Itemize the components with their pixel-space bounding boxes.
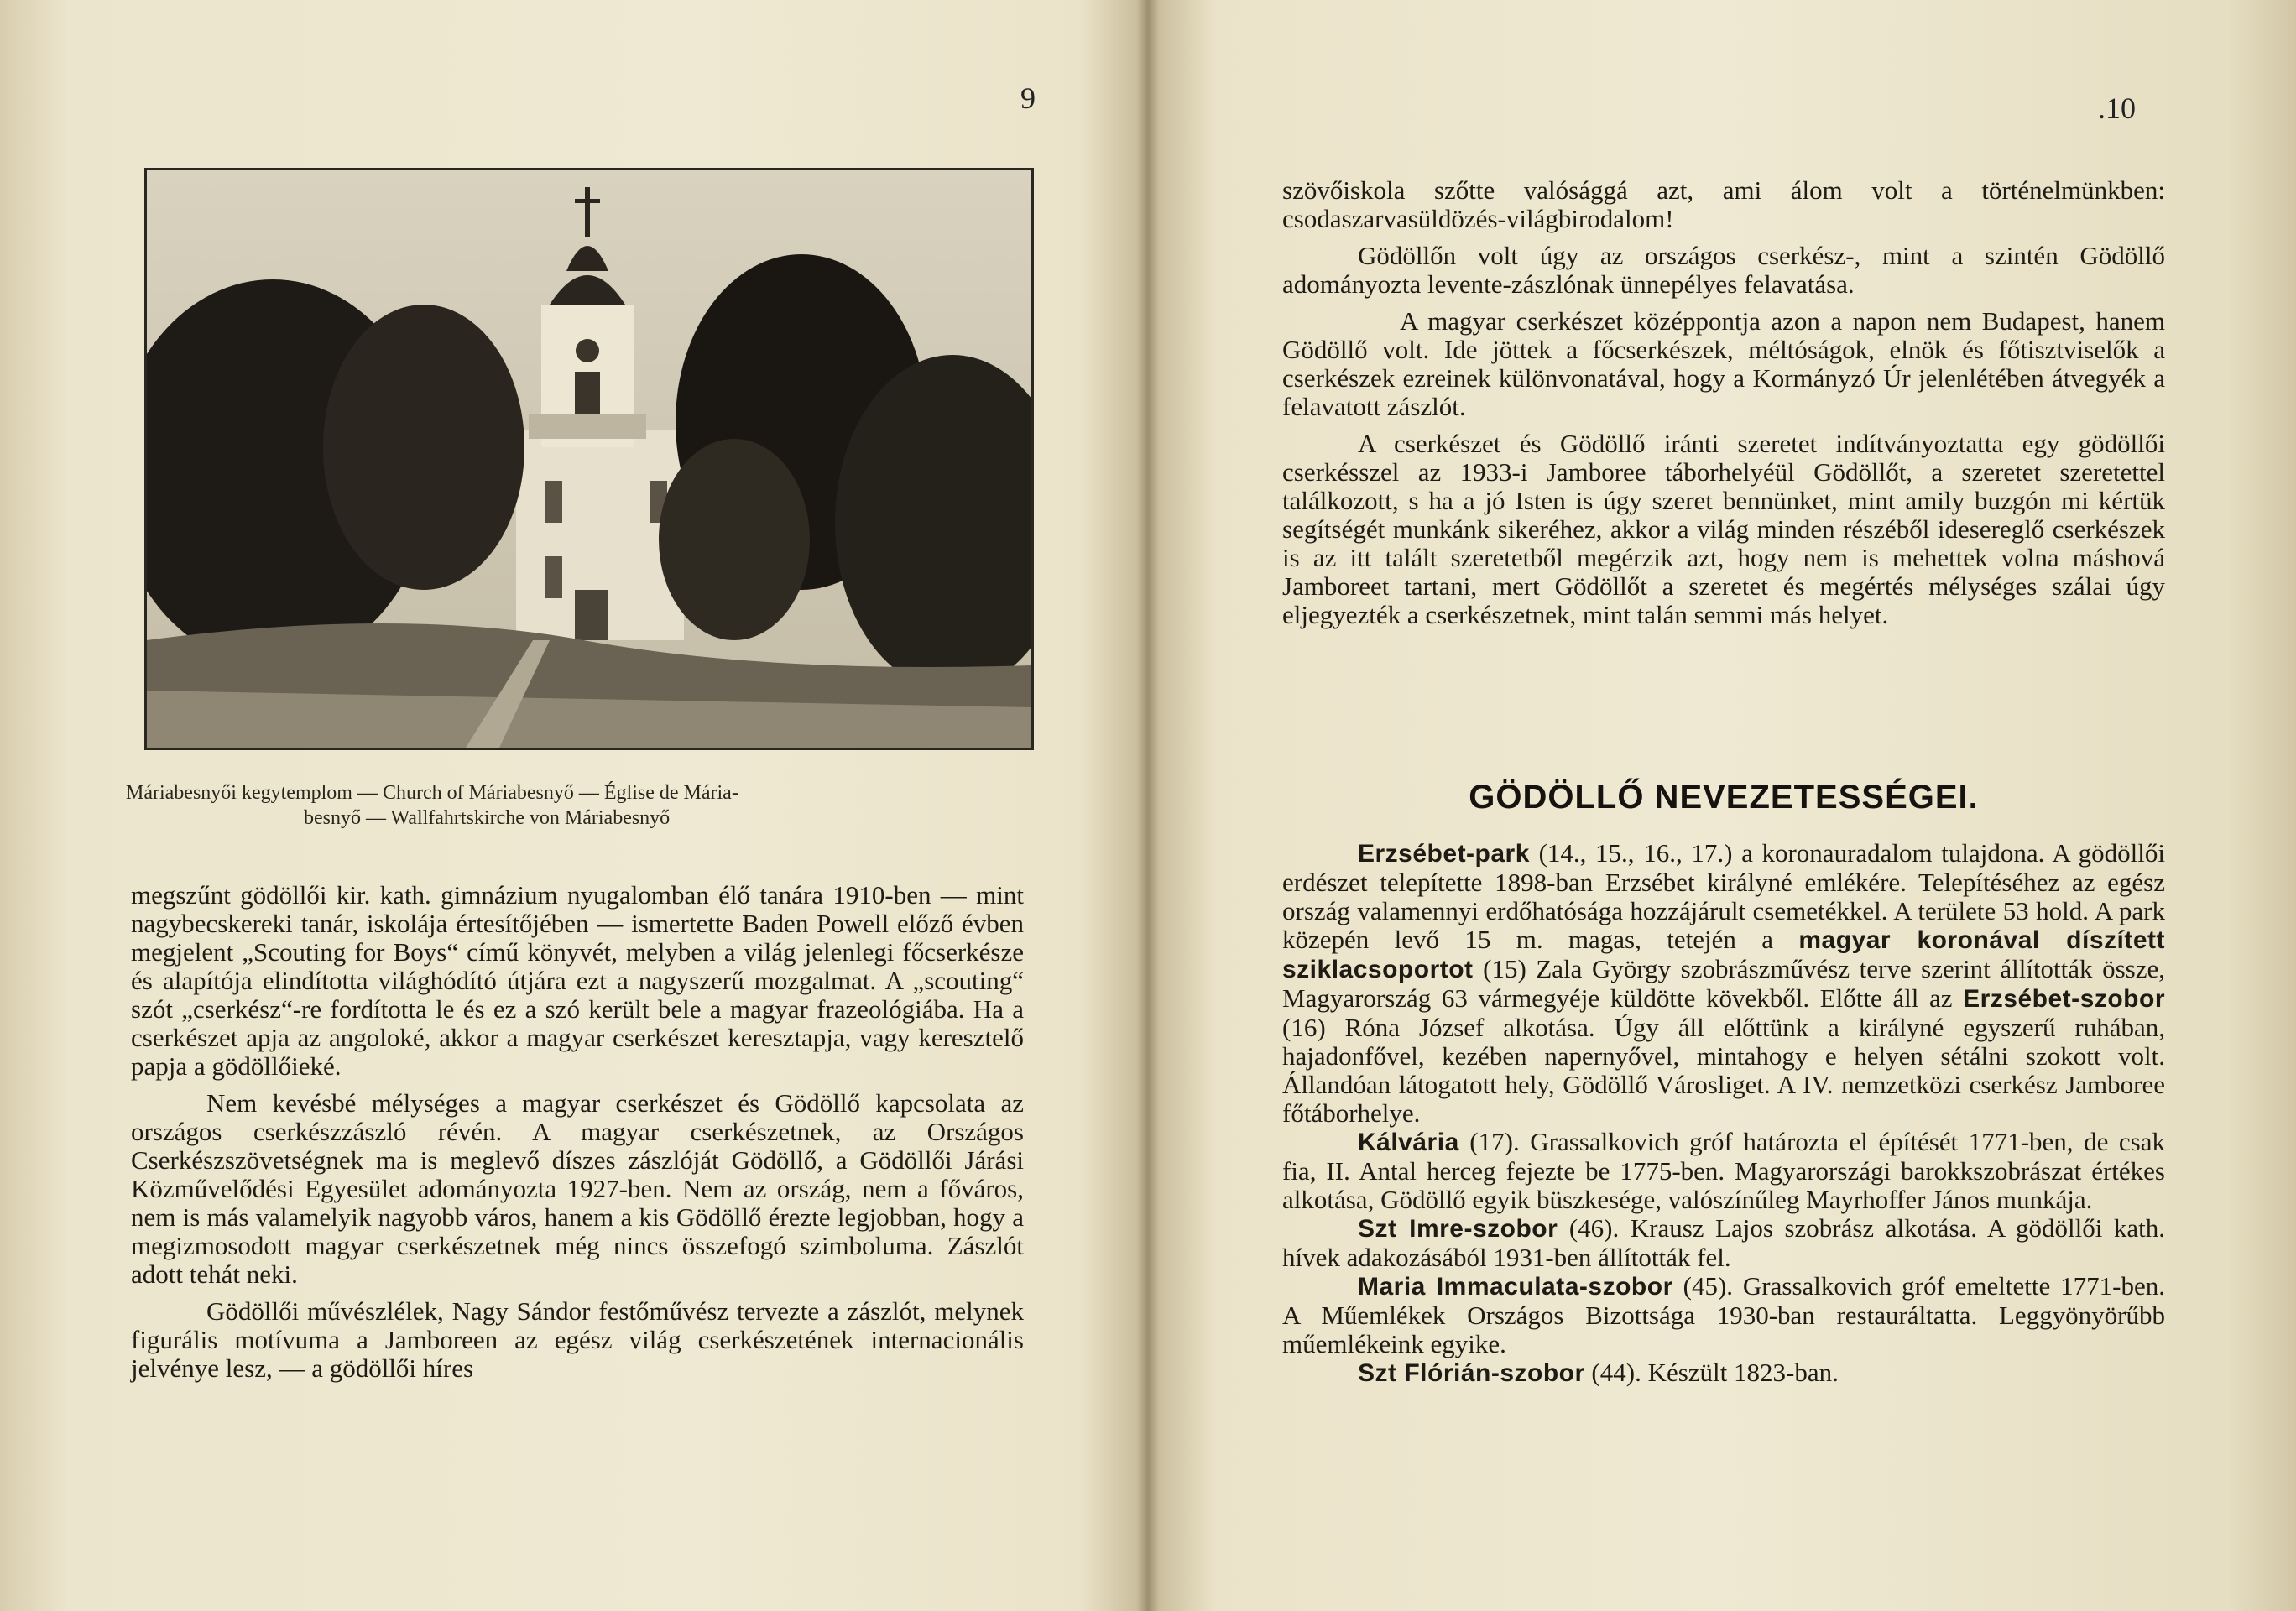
sight-entry <box>1282 1214 2165 1272</box>
paragraph: Gödöllői művészlélek, Nagy Sándor festőművész tervezte a zászlót, melynek figurális motívuma a Jamboreen az egész világ cserkészetének internacionális jelvénye lesz, — a gödöllői híres <box>131 1296 1024 1383</box>
sight-name: magyar koronával díszített sziklacsoportot <box>1282 926 2165 983</box>
paragraph: megszűnt gödöllői kir. kath. gimnázium nyugalomban élő tanára 1910-ben — mint nagybecskereki tanár, iskolája értesítőjében — ismertette Baden Powell előző évben megjelent „Scouting for Boys“ című könyvét, melyben a világ jelenlegi főcserkésze és alapítója elindította világhódító útjára ezt a nagyszerű mozgalmat. A „scouting“ szót „cserkész“-re fordította le és ez a szó került bele a magyar frazeológiába. Ha a cserkészet apja az angoloké, akkor a magyar cserkészet keresztapja, vagy keresztelő papja a gödöllőieké. <box>131 880 1024 1081</box>
sight-name: Erzsébet-szobor <box>1963 985 2165 1013</box>
left-body-text <box>131 881 1024 1383</box>
sight-entry <box>1282 1272 2165 1358</box>
page-number: .10 <box>2098 91 2136 125</box>
sight-text: (46). Krausz Lajos szobrász alkotása. A gödöllői kath. hívek adakozásából 1931-ben állították fel. <box>1282 1213 2165 1272</box>
caption-line: Máriabesnyői kegytemplom — Church of Máriabesnyő — Église de Mária- <box>126 782 738 804</box>
sight-name: Erzsébet-park <box>1358 840 1530 868</box>
sight-entry <box>1282 1128 2165 1214</box>
sight-entry <box>1282 1358 2165 1388</box>
caption-line: besnyő — Wallfahrtskirche von Máriabesnyő <box>304 807 671 829</box>
sight-text: (14., 15., 16., 17.) a koronauradalom tulajdona. A gödöllői erdészet telepítette 1898-ban Erzsébet királyné emlékére. Telepítéséhez az egész ország valamennyi erdőhatósága hozzájárult csemetékkel. A területe 53 hold. A park közepén levő 15 m. magas, tetején a <box>1282 838 2165 954</box>
sight-text: (16) Róna József alkotása. Úgy áll előttünk a királyné egyszerű ruhában, hajadonfővel, kezében napernyővel, mintahogy e helyen sétálni szokott volt. Állandóan látogatott hely, Gödöllő Városliget. A IV. nemzetközi cserkész Jamboree főtáborhelye. <box>1282 1013 2165 1128</box>
sight-name: Szt Flórián-szobor <box>1358 1359 1585 1387</box>
sight-text: (45). Grassalkovich gróf emeltette 1771-ben. A Műemlékek Országos Bizottsága 1930-ban restauráltatta. Leggyönyörűbb műemlékeink egyike. <box>1282 1271 2165 1358</box>
right-page <box>1148 0 2296 1611</box>
page-number: 9 <box>1020 81 1036 115</box>
church-photo <box>144 168 1034 750</box>
paragraph: Gödöllőn volt úgy az országos cserkész-, mint a szintén Gödöllő adományozta levente-zászlónak ünnepélyes felavatása. <box>1282 241 2165 299</box>
sight-text: (17). Grassalkovich gróf határozta el építését 1771-ben, de csak fia, II. Antal herceg fejezte be 1775-ben. Magyarországi barokkszobrászat értékes alkotása, Gödöllő egyik büszkesége, valószínűleg Mayrhoffer János munkája. <box>1282 1127 2165 1214</box>
sight-name: Szt Imre-szobor <box>1358 1215 1558 1243</box>
right-body-text <box>1282 176 2165 629</box>
sight-name: Kálvária <box>1358 1129 1459 1156</box>
sights-list <box>1282 839 2165 1388</box>
paragraph: A magyar cserkészet középpontja azon a napon nem Budapest, hanem Gödöllő volt. Ide jöttek a főcserkészek, méltóságok, elnök és főtisztviselők a cserkészek ezreinek különvonatával, hogy a Kormányzó Úr jelenlétében átvegyék a felavatott zászlót. <box>1282 306 2165 421</box>
sight-text: (15) Zala György szobrászművész terve szerint állították össze, Magyarország 63 vármegyéje küldötte kövekből. Előtte áll az <box>1282 954 2165 1013</box>
section-heading: GÖDÖLLŐ NEVEZETESSÉGEI. <box>1469 779 1979 816</box>
sight-text: (44). Készült 1823-ban. <box>1584 1358 1839 1387</box>
sight-name: Maria Immaculata-szobor <box>1358 1273 1673 1301</box>
photo-caption <box>126 780 1049 831</box>
church-illustration <box>147 170 1031 748</box>
paragraph: szövőiskola szőtte valósággá azt, ami álom volt a történelmünkben: csodaszarvasüldözés-világbirodalom! <box>1282 175 2165 233</box>
paragraph: Nem kevésbé mélységes a magyar cserkészet és Gödöllő kapcsolata az országos cserkészzászló révén. A magyar cserkészetnek, az Országos Cserkészszövetségnek ma is meglevő díszes zászlóját Gödöllő, a Gödöllői Járási Közművelődési Egyesület adományozta 1927-ben. Nem az ország, nem a főváros, nem is más valamelyik nagyobb város, hanem a kis Gödöllő érezte legjobban, hogy a megizmosodott magyar cserkészetnek még nincs összefogó szimboluma. Zászlót adott tehát neki. <box>131 1088 1024 1289</box>
paragraph: A cserkészet és Gödöllő iránti szeretet indítványoztatta egy gödöllői cserkésszel az 1933-i Jamboree táborhelyéül Gödöllőt, a szeretet szeretettel találkozott, s ha a jó Isten is úgy szeret bennünket, mint amily buzgón mi kértük segítségét munkánk sikeréhez, akkor a világ minden részéből idesereglő cserkészek is az itt talált szeretetből megérzik azt, hogy nem is mehettek volna máshová Jamboreet tartani, mert Gödöllőt a szeretet és megértés mélységes szálai úgy eljegyezték a cserkészetnek, mint talán semmi más helyet. <box>1282 429 2165 629</box>
sight-entry <box>1282 839 2165 1128</box>
